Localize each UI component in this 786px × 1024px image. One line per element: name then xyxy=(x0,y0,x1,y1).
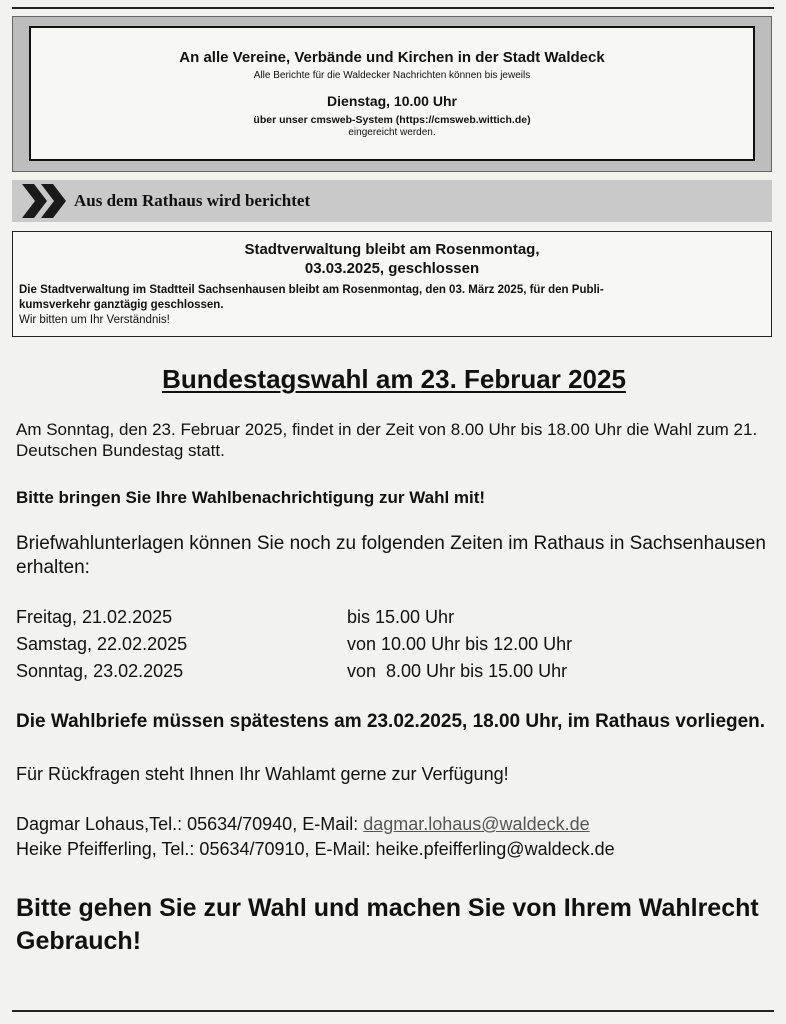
email-link[interactable]: dagmar.lohaus@waldeck.de xyxy=(363,814,590,834)
notice-submitted: eingereicht werden. xyxy=(348,127,436,138)
schedule-row xyxy=(16,631,772,658)
contact-details: Dagmar Lohaus,Tel.: 05634/70940, E-Mail: xyxy=(16,814,364,834)
contact-list xyxy=(16,812,772,862)
section-title: Aus dem Rathaus wird berichtet xyxy=(74,191,311,210)
election-intro: Am Sonntag, den 23. Februar 2025, findet in der Zeit von 8.00 Uhr bis 18.00 Uhr die Wahl zum 21. Deutschen Bundestag statt. xyxy=(16,420,758,460)
top-rule xyxy=(12,7,774,9)
contact-item xyxy=(16,837,772,862)
schedule-row xyxy=(16,658,772,685)
closure-title-line2: 03.03.2025, geschlossen xyxy=(304,260,480,277)
contact-details: Heike Pfeifferling, Tel.: 05634/70910, E-Mail: xyxy=(16,839,376,859)
submission-notice-inner xyxy=(29,26,755,161)
postal-vote-schedule xyxy=(16,604,772,685)
schedule-row xyxy=(16,604,772,631)
schedule-time: von 8.00 Uhr bis 15.00 Uhr xyxy=(347,661,568,681)
closure-text xyxy=(19,283,765,313)
election-title: Bundestagswahl am 23. Februar 2025 xyxy=(162,364,626,394)
closure-title-line1: Stadtverwaltung bleibt am Rosenmontag, xyxy=(244,241,540,258)
election-article xyxy=(16,362,772,958)
section-banner xyxy=(12,180,772,222)
vote-appeal: Bitte gehen Sie zur Wahl und machen Sie von Ihrem Wahlrecht Gebrauch! xyxy=(16,894,759,955)
notice-deadline: Dienstag, 10.00 Uhr xyxy=(327,93,457,109)
notice-title: An alle Vereine, Verbände und Kirchen in der Stadt Waldeck xyxy=(179,49,605,66)
schedule-time: bis 15.00 Uhr xyxy=(347,607,455,627)
schedule-time: von 10.00 Uhr bis 12.00 Uhr xyxy=(347,634,573,654)
email-link[interactable]: heike.pfeifferling@waldeck.de xyxy=(375,839,615,859)
submission-notice-box xyxy=(12,16,772,172)
notice-text: Alle Berichte für die Waldecker Nachrichten können bis jeweils xyxy=(253,70,531,81)
schedule-day: Freitag, 21.02.2025 xyxy=(16,607,173,627)
bring-notification-notice: Bitte bringen Sie Ihre Wahlbenachrichtigung zur Wahl mit! xyxy=(16,488,486,507)
closure-text-line2: kumsverkehr ganztägig geschlossen. xyxy=(19,299,224,311)
double-chevron-right-icon xyxy=(16,180,72,222)
schedule-day: Samstag, 22.02.2025 xyxy=(16,634,188,654)
closure-title xyxy=(13,240,771,278)
postal-vote-intro: Briefwahlunterlagen können Sie noch zu folgenden Zeiten im Rathaus in Sachsenhausen erhalten: xyxy=(16,533,766,578)
contact-item xyxy=(16,812,772,837)
notice-system: über unser cmsweb-System (https://cmsweb.wittich.de) xyxy=(253,114,531,126)
ballot-deadline: Die Wahlbriefe müssen spätestens am 23.02.2025, 18.00 Uhr, im Rathaus vorliegen. xyxy=(16,711,766,732)
bottom-rule xyxy=(12,1010,774,1012)
schedule-day: Sonntag, 23.02.2025 xyxy=(16,661,184,681)
closure-notice-box xyxy=(12,231,772,337)
closure-note: Wir bitten um Ihr Verständnis! xyxy=(19,314,170,326)
questions-text: Für Rückfragen steht Ihnen Ihr Wahlamt gerne zur Verfügung! xyxy=(16,764,509,784)
closure-text-line1: Die Stadtverwaltung im Stadtteil Sachsenhausen bleibt am Rosenmontag, den 03. März 2025, für den Publi- xyxy=(19,284,604,296)
